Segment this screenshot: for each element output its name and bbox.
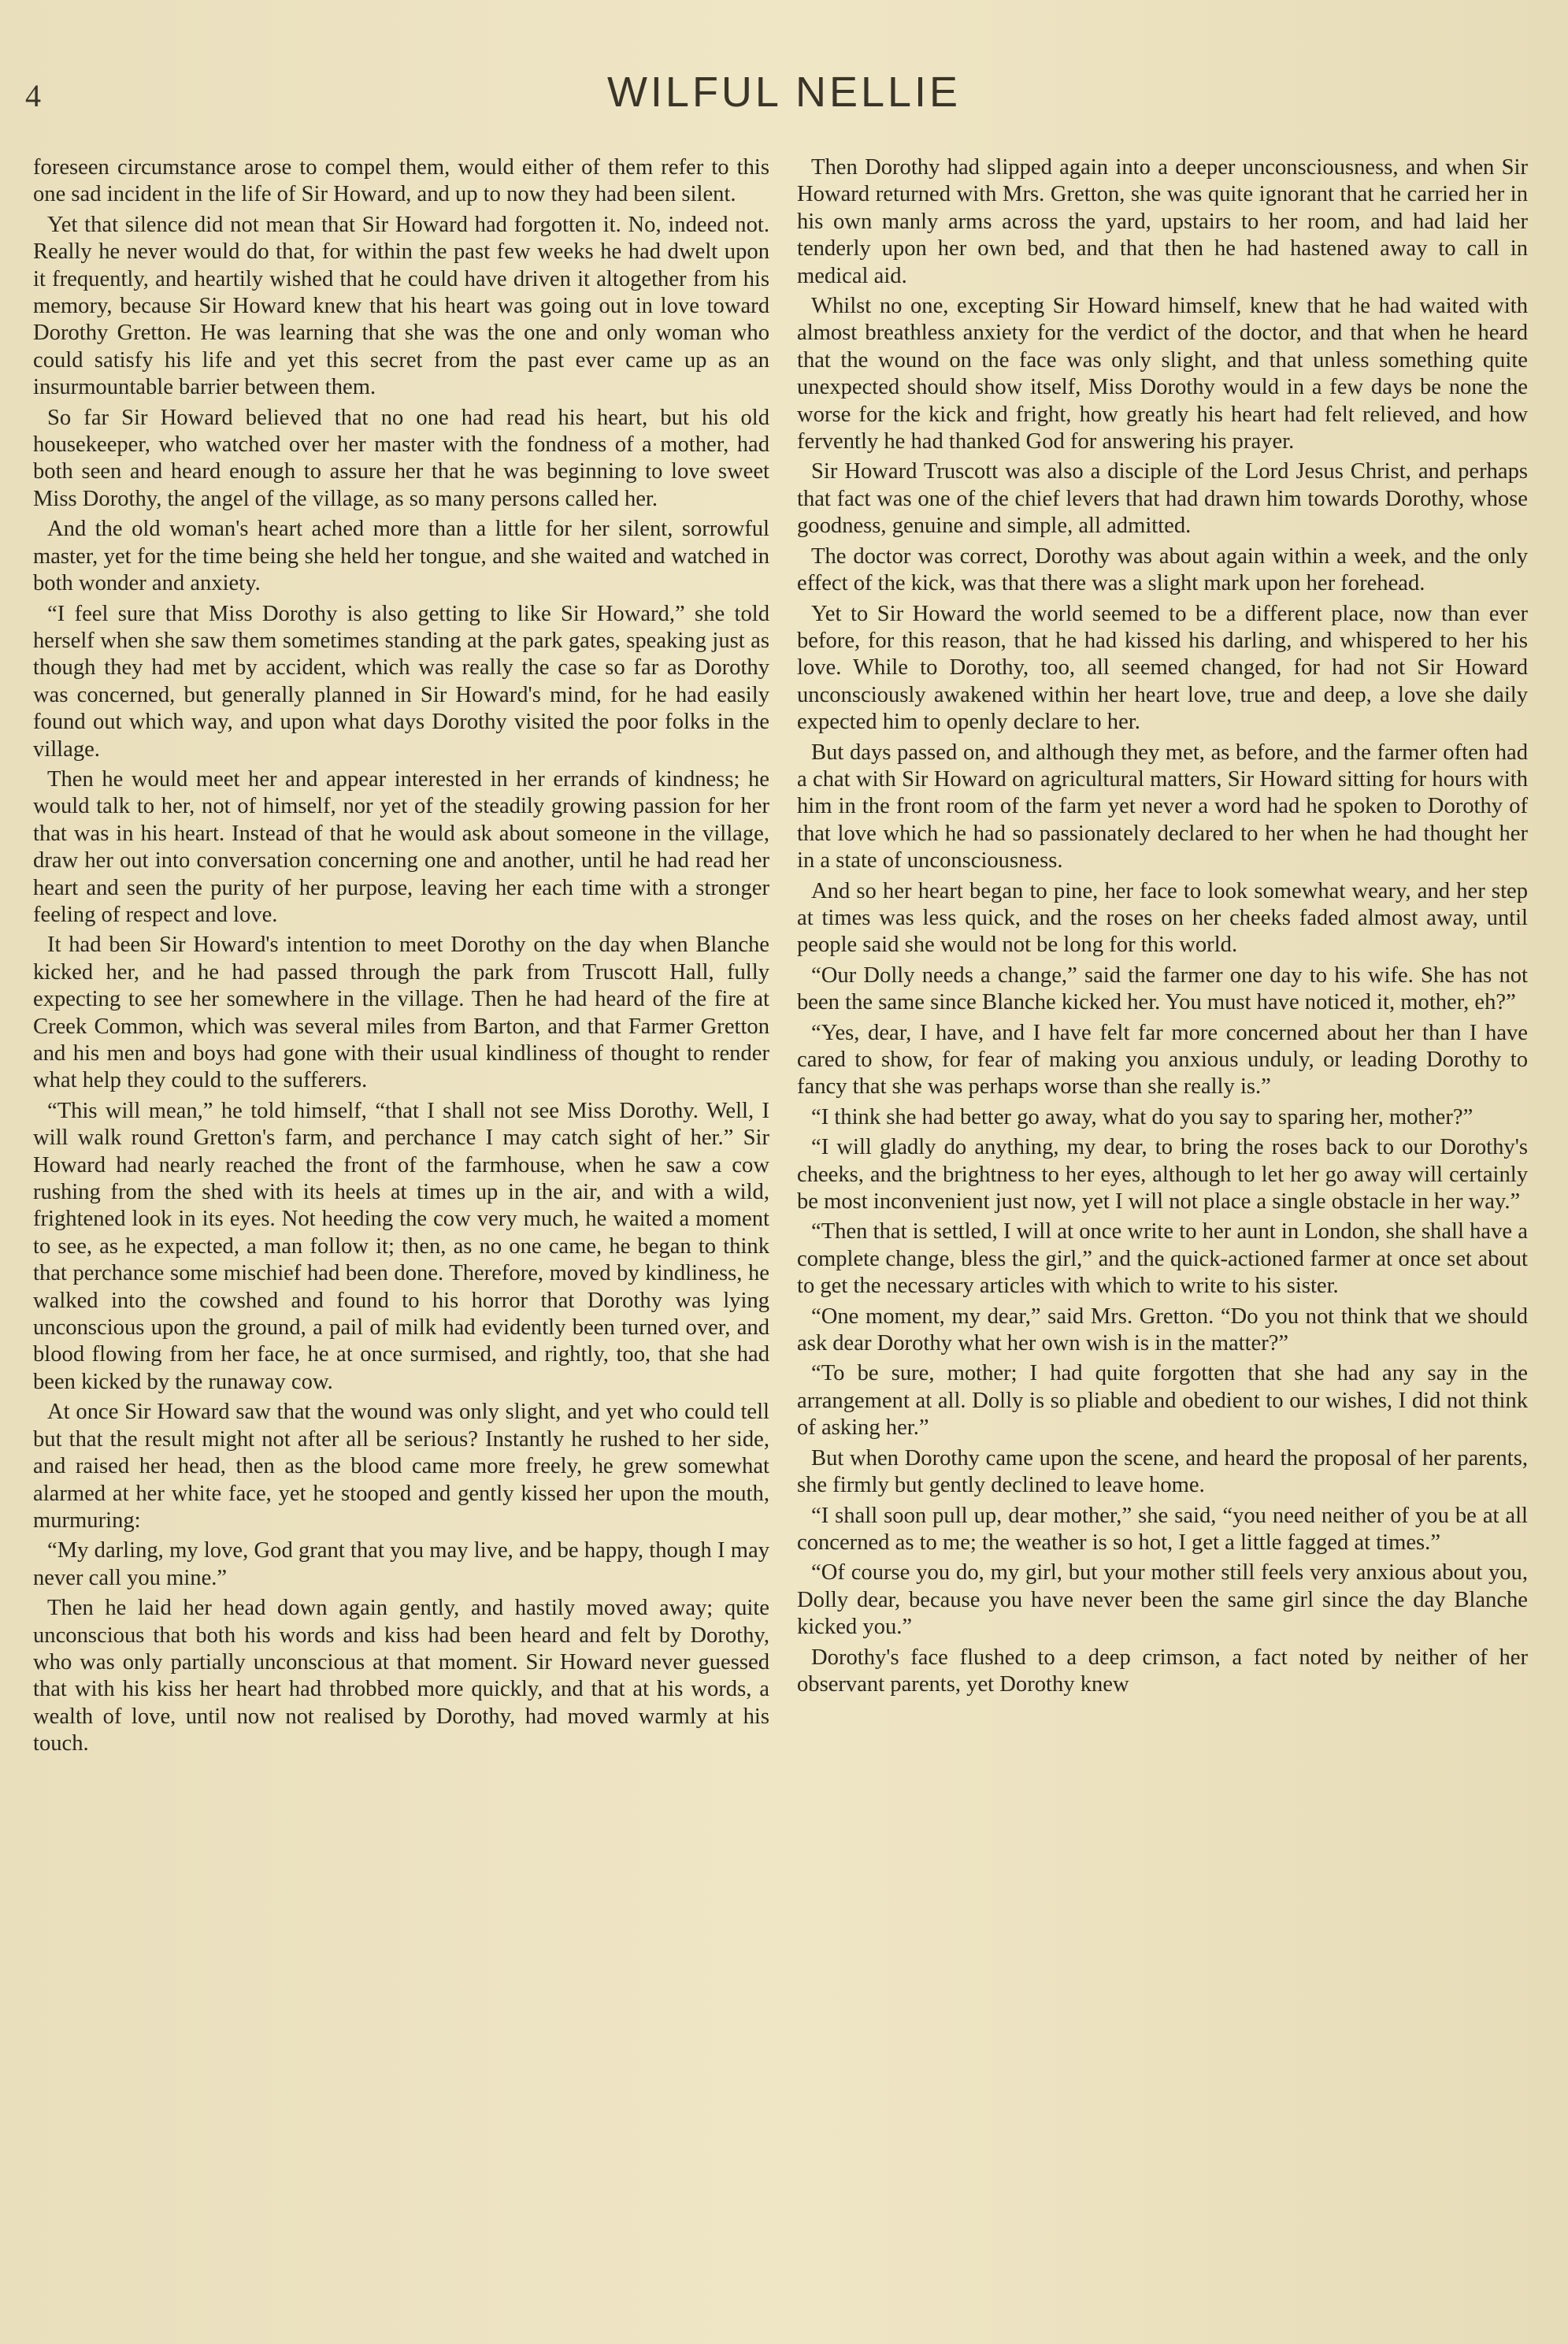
paragraph: But when Dorothy came upon the scene, and heard the proposal of her parents, she firmly but gently declined to leave home. bbox=[797, 1445, 1528, 1498]
page-number: 4 bbox=[25, 78, 41, 113]
paragraph: Sir Howard Truscott was also a disciple of the Lord Jesus Christ, and perhaps that fact was one of the chief levers that had drawn him towards Dorothy, whose goodness, genuine and simple, all admitted. bbox=[797, 459, 1528, 539]
paragraph: At once Sir Howard saw that the wound was only slight, and yet who could tell but that the result might not after all be serious? Instantly he rushed to her side, and raised her head, then as the blood came more freely, he grew somewhat alarmed at her white face, yet he stooped and gently kissed her upon the mouth, murmuring: bbox=[33, 1400, 769, 1533]
paragraph: Whilst no one, excepting Sir Howard himself, knew that he had waited with almost breathless anxiety for the verdict of the doctor, and that when he heard that the wound on the face was only slight, and that unless something quite unexpected should show itself, Miss Dorothy would in a few days be none the worse for the kick and fright, how greatly his heart had felt relieved, and how fervently he had thanked God for answering his prayer. bbox=[797, 294, 1528, 454]
paragraph: Yet that silence did not mean that Sir Howard had forgotten it. No, indeed not. Really he never would do that, for within the past few weeks he had dwelt upon it frequently, and heartily wished that he could have driven it altogether from his memory, because Sir Howard knew that his heart was going out in love toward Dorothy Gretton. He was learning that she was the one and only woman who could satisfy his life and yet this secret from the past ever came up as an insurmountable barrier between them. bbox=[33, 212, 769, 400]
paragraph: “Yes, dear, I have, and I have felt far more concerned about her than I have cared to show, for fear of making you anxious unduly, or leading Dorothy to fancy that she was perhaps worse than she really is.” bbox=[797, 1020, 1528, 1100]
paragraph: “Of course you do, my girl, but your mother still feels very anxious about you, Dolly dear, because you have never been the same girl since the day Blanche kicked you.” bbox=[797, 1560, 1528, 1640]
paragraph: It had been Sir Howard's intention to meet Dorothy on the day when Blanche kicked her, and he had passed through the park from Truscott Hall, fully expecting to see her somewhere in the village. Then he had heard of the fire at Creek Common, which was several miles from Barton, and that Farmer Gretton and his men and boys had gone with their usual kindliness of thought to render what help they could to the sufferers. bbox=[33, 933, 769, 1093]
paragraph: foreseen circumstance arose to compel them, would either of them refer to this one sad incident in the life of Sir Howard, and up to now they had been silent. bbox=[33, 155, 769, 207]
paragraph: Yet to Sir Howard the world seemed to be a different place, now than ever before, for this reason, that he had kissed his darling, and whispered to her his love. While to Dorothy, too, all seemed changed, for had not Sir Howard unconsciously awakened within her heart love, true and deep, a love she daily expected him to openly declare to her. bbox=[797, 601, 1528, 735]
paragraph: “Our Dolly needs a change,” said the farmer one day to his wife. She has not been the same since Blanche kicked her. You must have noticed it, mother, eh?” bbox=[797, 962, 1528, 1015]
paragraph: “I will gladly do anything, my dear, to bring the roses back to our Dorothy's cheeks, and the brightness to her eyes, although to let her go away will certainly be most inconvenient just now, yet I will not place a single obstacle in her way.” bbox=[797, 1135, 1528, 1215]
right-column bbox=[797, 154, 1528, 2328]
paragraph: So far Sir Howard believed that no one had read his heart, but his old housekeeper, who watched over her master with the fondness of a mother, had both seen and heard enough to assure her that he was beginning to love sweet Miss Dorothy, the angel of the village, as so many persons called her. bbox=[33, 405, 769, 511]
running-title: WILFUL NELLIE bbox=[606, 69, 962, 116]
paragraph: “I think she had better go away, what do you say to sparing her, mother?” bbox=[811, 1104, 1473, 1129]
paragraph: “Then that is settled, I will at once write to her aunt in London, she shall have a complete change, bless the girl,” and the quick-actioned farmer at once set about to get the necessary articles with which to write to his sister. bbox=[797, 1219, 1528, 1299]
paragraph: “I feel sure that Miss Dorothy is also getting to like Sir Howard,” she told herself when she saw them sometimes standing at the park gates, speaking just as though they had met by accident, which was really the case so far as Dorothy was concerned, but generally planned in Sir Howard's mind, for he had easily found out which way, and upon what days Dorothy visited the poor folks in the village. bbox=[33, 601, 769, 762]
paragraph: “To be sure, mother; I had quite forgotten that she had any say in the arrangement at all. Dolly is so pliable and obedient to our wishes, I did not think of asking her.” bbox=[797, 1361, 1528, 1441]
paragraph: But days passed on, and although they met, as before, and the farmer often had a chat with Sir Howard on agricultural matters, Sir Howard sitting for hours with him in the front room of the farm yet never a word had he spoken to Dorothy of that love which he had so passionately declared to her when he had thought her in a state of unconsciousness. bbox=[797, 740, 1528, 873]
paragraph: Dorothy's face flushed to a deep crimson, a fact noted by neither of her observant parents, yet Dorothy knew bbox=[797, 1645, 1528, 1697]
paragraph: Then he would meet her and appear interested in her errands of kindness; he would talk to her, not of himself, nor yet of the steadily growing passion for her that was in his heart. Instead of that he would ask about someone in the village, draw her out into conversation concerning one and another, until he had read her heart and seen the purity of her purpose, leaving her each time with a stronger feeling of respect and love. bbox=[33, 766, 769, 927]
paragraph: Then he laid her head down again gently, and hastily moved away; quite unconscious that both his words and kiss had been heard and felt by Dorothy, who was only partially unconscious at that moment. Sir Howard never guessed that with his kiss her heart had throbbed more quickly, and that at his words, a wealth of love, until now not realised by Dorothy, had moved warmly at his touch. bbox=[33, 1596, 769, 1756]
paragraph: “This will mean,” he told himself, “that I shall not see Miss Dorothy. Well, I will walk round Gretton's farm, and perchance I may catch sight of her.” Sir Howard had nearly reached the front of the farmhouse, when he saw a cow rushing from the shed with its heels at times up in the air, and with a wild, frightened look in its eyes. Not heeding the cow very much, he waited a moment to see, as he expected, a man follow it; then, as no one came, he began to think that perchance some mischief had been done. Therefore, moved by kindliness, he walked into the cowshed and found to his horror that Dorothy was lying unconscious upon the ground, a pail of milk had evidently been turned over, and blood flowing from her face, he at once surmised, and rightly, too, that she had been kicked by the runaway cow. bbox=[33, 1098, 769, 1394]
paragraph: “One moment, my dear,” said Mrs. Gretton. “Do you not think that we should ask dear Dorothy what her own wish is in the matter?” bbox=[797, 1304, 1528, 1356]
paragraph: Then Dorothy had slipped again into a deeper unconsciousness, and when Sir Howard returned with Mrs. Gretton, she was quite ignorant that he carried her in his own manly arms across the yard, upstairs to her room, and had laid her tenderly upon her own bed, and that then he had hastened away to call in medical aid. bbox=[797, 155, 1528, 288]
paragraph: “I shall soon pull up, dear mother,” she said, “you need neither of you be at all concerned as to me; the weather is so hot, I get a little fagged at times.” bbox=[797, 1503, 1528, 1555]
paragraph: “My darling, my love, God grant that you may live, and be happy, though I may never call you mine.” bbox=[33, 1538, 769, 1590]
paragraph: And the old woman's heart ached more than a little for her silent, sorrowful master, yet for the time being she held her tongue, and she waited and watched in both wonder and anxiety. bbox=[33, 517, 769, 596]
left-column bbox=[33, 154, 769, 2328]
paragraph: And so her heart began to pine, her face to look somewhat weary, and her step at times was less quick, and the roses on her cheeks faded almost away, until people said she would not be long for this world. bbox=[797, 878, 1528, 958]
paragraph: The doctor was correct, Dorothy was about again within a week, and the only effect of the kick, was that there was a slight mark upon her forehead. bbox=[797, 543, 1528, 596]
